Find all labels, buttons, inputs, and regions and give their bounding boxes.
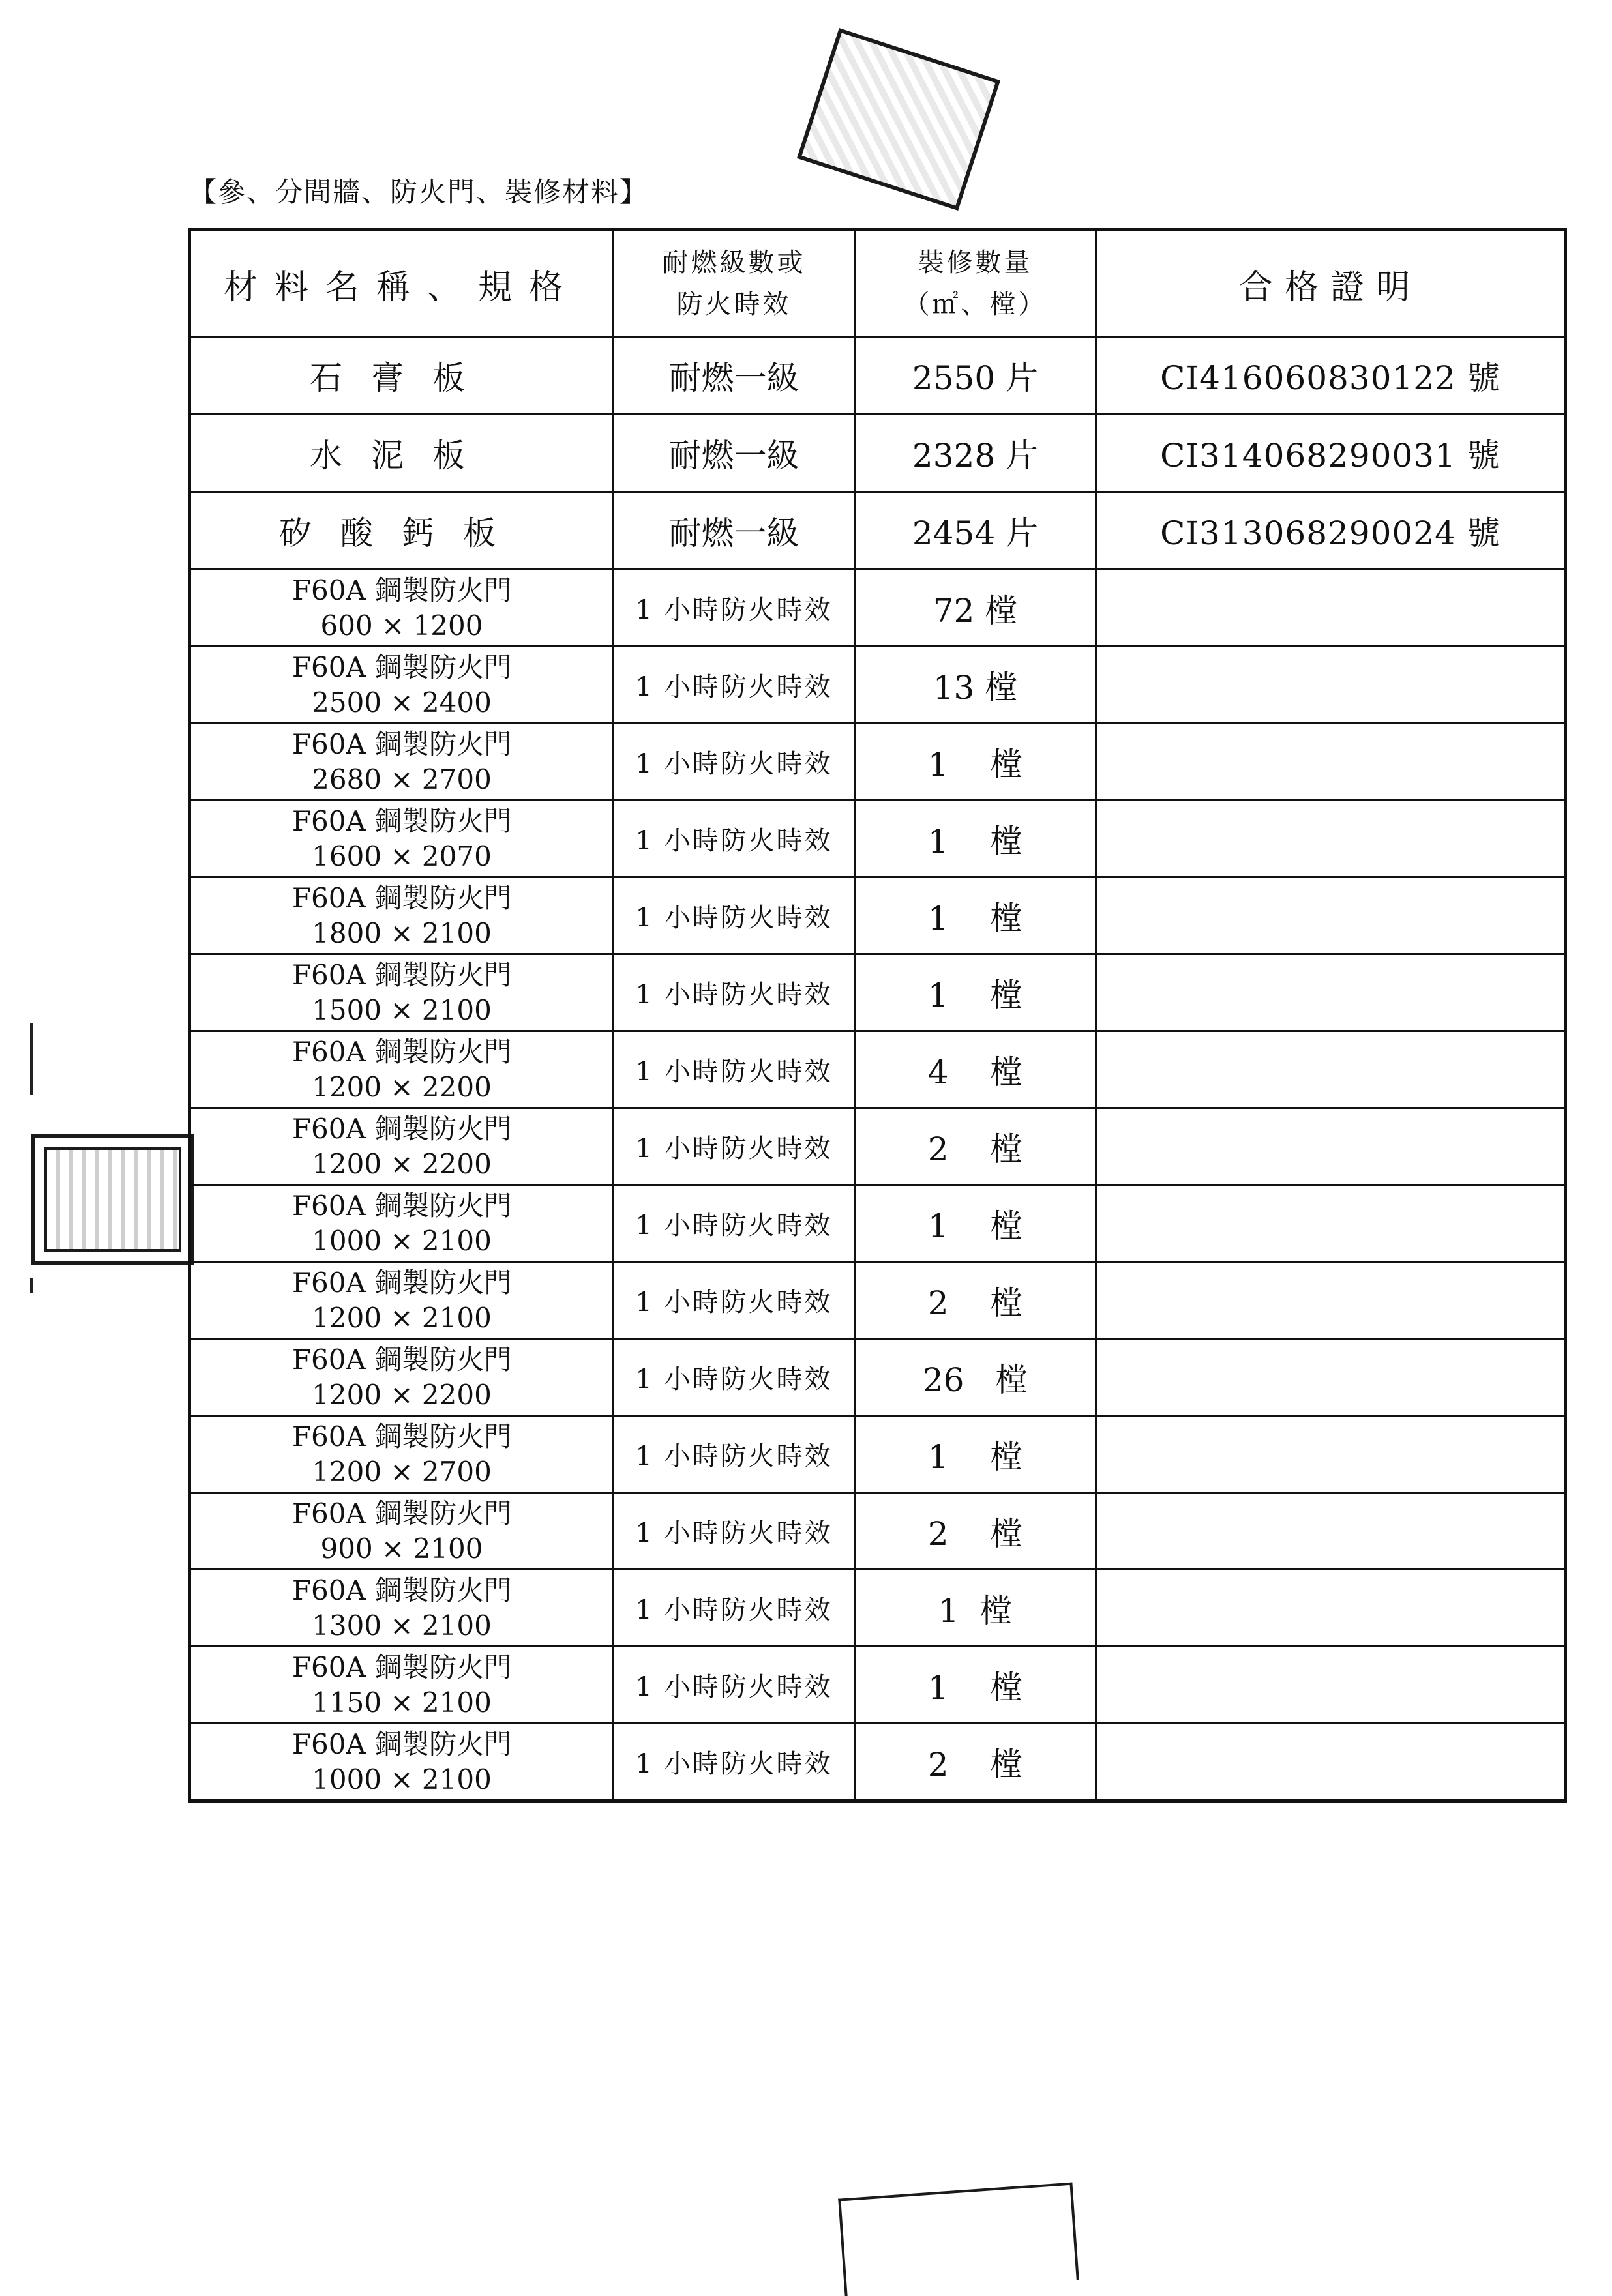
material-name: 水泥板 [190,415,614,492]
table-row [190,492,1566,570]
material-name [190,1416,614,1493]
table-row [190,1493,1566,1570]
door-type: F60A 鋼製防火門 [291,1651,512,1683]
section-title: 【參、分間牆、防火門、裝修材料】 [189,176,649,208]
fire-rating: 1 小時防火時效 [614,1724,855,1801]
door-size: 2680 × 2700 [312,763,492,795]
door-type: F60A 鋼製防火門 [291,1112,512,1145]
certificate-number [1096,1647,1566,1724]
quantity: 1 樘 [855,1185,1096,1262]
table-row [190,1416,1566,1493]
door-size: 1200 × 2700 [312,1455,492,1488]
certificate-number [1096,1493,1566,1570]
material-name: 石膏板 [190,337,614,415]
table-row [190,1570,1566,1647]
materials-table [188,228,1567,1803]
fire-rating: 耐燃一級 [614,337,855,415]
fire-rating: 1 小時防火時效 [614,1108,855,1185]
door-size: 1150 × 2100 [312,1686,492,1718]
official-seal-top [797,28,1000,211]
door-type: F60A 鋼製防火門 [291,1266,512,1299]
fire-rating: 1 小時防火時效 [614,954,855,1031]
door-size: 900 × 2100 [320,1532,483,1565]
header-material-name: 材料名稱、規格 [190,230,614,337]
door-size: 1200 × 2200 [312,1378,492,1411]
material-name [190,1108,614,1185]
certificate-number: CI314068290031 號 [1096,415,1566,492]
quantity: 4 樘 [855,1031,1096,1108]
door-size: 600 × 1200 [320,609,483,641]
door-size: 1300 × 2100 [312,1609,492,1641]
material-name [190,801,614,877]
fire-rating: 1 小時防火時效 [614,877,855,954]
quantity: 2454 片 [855,492,1096,570]
quantity: 1 樘 [855,877,1096,954]
quantity: 1 樘 [855,1647,1096,1724]
door-type: F60A 鋼製防火門 [291,958,512,991]
quantity: 26 樘 [855,1339,1096,1416]
door-type: F60A 鋼製防火門 [291,881,512,914]
table-row [190,647,1566,724]
quantity: 1 樘 [855,724,1096,801]
quantity: 2 樘 [855,1724,1096,1801]
material-name [190,724,614,801]
door-type: F60A 鋼製防火門 [291,1343,512,1376]
fire-rating: 耐燃一級 [614,415,855,492]
door-type: F60A 鋼製防火門 [291,1035,512,1068]
quantity: 1 樘 [855,954,1096,1031]
certificate-number [1096,1570,1566,1647]
table-row [190,1108,1566,1185]
fire-rating: 1 小時防火時效 [614,1339,855,1416]
official-seal-margin [31,1134,194,1265]
quantity: 1 樘 [855,1570,1096,1647]
quantity: 2 樘 [855,1262,1096,1339]
fire-rating: 1 小時防火時效 [614,1416,855,1493]
door-size: 1500 × 2100 [312,993,492,1026]
door-size: 1200 × 2200 [312,1147,492,1180]
material-name [190,1031,614,1108]
fire-rating: 1 小時防火時效 [614,1262,855,1339]
fire-rating: 耐燃一級 [614,492,855,570]
table-row [190,1339,1566,1416]
material-name [190,1185,614,1262]
certificate-number [1096,724,1566,801]
header-certificate: 合格證明 [1096,230,1566,337]
certificate-number [1096,1031,1566,1108]
material-name [190,877,614,954]
door-type: F60A 鋼製防火門 [291,728,512,760]
door-type: F60A 鋼製防火門 [291,574,512,606]
certificate-number [1096,647,1566,724]
quantity: 2 樘 [855,1108,1096,1185]
certificate-number [1096,877,1566,954]
table-header-row [190,230,1566,337]
fire-rating: 1 小時防火時效 [614,570,855,647]
certificate-number [1096,1185,1566,1262]
material-name [190,954,614,1031]
table-row [190,1647,1566,1724]
door-type: F60A 鋼製防火門 [291,1420,512,1452]
material-name [190,1647,614,1724]
header-quantity: 裝修數量 （㎡、樘） [855,230,1096,337]
header-fire-rating: 耐燃級數或 防火時效 [614,230,855,337]
fire-rating: 1 小時防火時效 [614,1570,855,1647]
official-seal-bottom [838,2183,1079,2296]
margin-mark [30,1023,33,1095]
quantity: 2 樘 [855,1493,1096,1570]
quantity: 1 樘 [855,801,1096,877]
door-size: 1000 × 2100 [312,1763,492,1795]
material-name [190,1570,614,1647]
certificate-number [1096,1416,1566,1493]
certificate-number [1096,1108,1566,1185]
door-size: 1200 × 2100 [312,1301,492,1334]
quantity: 2550 片 [855,337,1096,415]
door-type: F60A 鋼製防火門 [291,1574,512,1606]
fire-rating: 1 小時防火時效 [614,724,855,801]
certificate-number [1096,1339,1566,1416]
table-row [190,1185,1566,1262]
door-size: 1600 × 2070 [312,840,492,872]
table-row [190,724,1566,801]
material-name [190,1724,614,1801]
fire-rating: 1 小時防火時效 [614,647,855,724]
table-row [190,570,1566,647]
quantity: 1 樘 [855,1416,1096,1493]
table-row [190,954,1566,1031]
door-type: F60A 鋼製防火門 [291,1728,512,1760]
table-row [190,1262,1566,1339]
door-size: 1000 × 2100 [312,1224,492,1257]
table-row [190,337,1566,415]
door-type: F60A 鋼製防火門 [291,1497,512,1529]
quantity: 2328 片 [855,415,1096,492]
certificate-number [1096,1724,1566,1801]
certificate-number: CI313068290024 號 [1096,492,1566,570]
table-row [190,1031,1566,1108]
door-size: 2500 × 2400 [312,686,492,718]
material-name [190,1339,614,1416]
table-row [190,415,1566,492]
table-row [190,877,1566,954]
quantity: 13 樘 [855,647,1096,724]
fire-rating: 1 小時防火時效 [614,1493,855,1570]
table-row [190,801,1566,877]
quantity: 72 樘 [855,570,1096,647]
table-row [190,1724,1566,1801]
margin-mark [30,1278,33,1293]
fire-rating: 1 小時防火時效 [614,1647,855,1724]
door-type: F60A 鋼製防火門 [291,1189,512,1222]
fire-rating: 1 小時防火時效 [614,1185,855,1262]
door-size: 1200 × 2200 [312,1070,492,1103]
certificate-number [1096,801,1566,877]
fire-rating: 1 小時防火時效 [614,1031,855,1108]
material-name [190,1493,614,1570]
certificate-number [1096,570,1566,647]
door-type: F60A 鋼製防火門 [291,804,512,837]
certificate-number [1096,1262,1566,1339]
material-name: 矽酸鈣板 [190,492,614,570]
certificate-number: CI416060830122 號 [1096,337,1566,415]
material-name [190,570,614,647]
material-name [190,1262,614,1339]
door-type: F60A 鋼製防火門 [291,651,512,683]
door-size: 1800 × 2100 [312,917,492,949]
fire-rating: 1 小時防火時效 [614,801,855,877]
material-name [190,647,614,724]
certificate-number [1096,954,1566,1031]
